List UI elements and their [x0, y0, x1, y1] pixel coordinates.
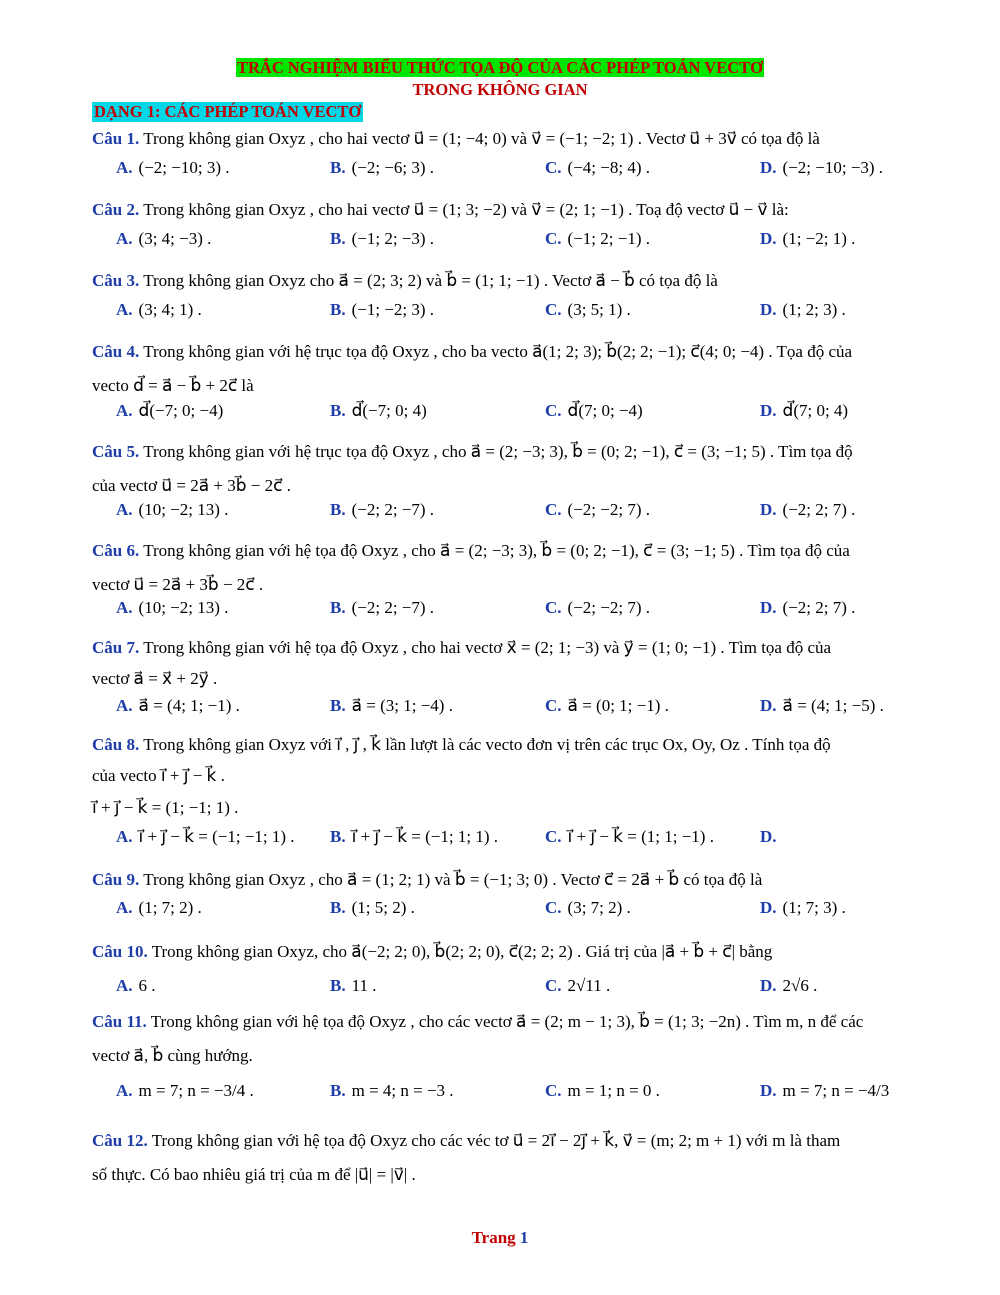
- question-6-cont: vectơ u⃗ = 2a⃗ + 3b⃗ − 2c⃗ .: [92, 575, 264, 594]
- option-a[interactable]: A. (10; −2; 13) .: [116, 598, 229, 617]
- question-5: Câu 5. Trong không gian với hệ trục tọa độ Oxyz , cho a⃗ = (2; −3; 3), b⃗ = (0; 2; −1), c⃗ = (3; −1; 5) . Tìm tọa độ: [92, 442, 853, 461]
- option-a[interactable]: A. (3; 4; −3) .: [116, 229, 212, 248]
- section-heading: DẠNG 1: CÁC PHÉP TOÁN VECTƠ: [94, 102, 362, 121]
- question-7-options: [0, 696, 1000, 726]
- option-d[interactable]: D. (−2; 2; 7) .: [760, 598, 856, 617]
- option-d[interactable]: D.: [760, 827, 777, 846]
- question-11: Câu 11. Trong không gian với hệ tọa độ Oxyz , cho các vectơ a⃗ = (2; m − 1; 3), b⃗ = (1; 3; −2n) . Tìm m, n để các: [92, 1012, 864, 1031]
- question-10: Câu 10. Trong không gian Oxyz, cho a⃗(−2; 2; 0), b⃗(2; 2; 0), c⃗(2; 2; 2) . Giá trị của |a⃗ + b⃗ + c⃗| bằng: [92, 942, 773, 961]
- question-7-cont: vectơ a⃗ = x⃗ + 2y⃗ .: [92, 669, 218, 688]
- option-d[interactable]: D. (−2; 2; 7) .: [760, 500, 856, 519]
- option-c[interactable]: C. (3; 7; 2) .: [545, 898, 631, 917]
- question-4: Câu 4. Trong không gian với hệ trục tọa độ Oxyz , cho ba vecto a⃗(1; 2; 3); b⃗(2; 2; −1); c⃗(4; 0; −4) . Tọa độ của: [92, 342, 853, 361]
- question-4-cont: vecto d⃗ = a⃗ − b⃗ + 2c⃗ là: [92, 376, 254, 395]
- question-1-options: [0, 158, 1000, 188]
- page-footer: Trang 1: [471, 1228, 529, 1247]
- option-c[interactable]: C. d⃗(7; 0; −4): [545, 401, 643, 420]
- question-7: Câu 7. Trong không gian với hệ tọa độ Oxyz , cho hai vectơ x⃗ = (2; 1; −3) và y⃗ = (1; 0; −1) . Tìm tọa độ của: [92, 638, 832, 657]
- question-6: Câu 6. Trong không gian với hệ tọa độ Oxyz , cho a⃗ = (2; −3; 3), b⃗ = (0; 2; −1), c⃗ = (3; −1; 5) . Tìm tọa độ của: [92, 541, 850, 560]
- option-c[interactable]: C. (3; 5; 1) .: [545, 300, 631, 319]
- option-b[interactable]: B. (1; 5; 2) .: [330, 898, 415, 917]
- question-10-options: [0, 976, 1000, 1006]
- option-b[interactable]: B. i⃗ + j⃗ − k⃗ = (−1; 1; 1) .: [330, 827, 499, 846]
- question-8-options: [0, 827, 1000, 857]
- option-b[interactable]: B. (−1; 2; −3) .: [330, 229, 435, 248]
- option-a[interactable]: A. (3; 4; 1) .: [116, 300, 202, 319]
- option-a[interactable]: A. (−2; −10; 3) .: [116, 158, 230, 177]
- option-b[interactable]: B. (−2; −6; 3) .: [330, 158, 435, 177]
- question-6-options: [0, 598, 1000, 628]
- question-9-options: [0, 898, 1000, 928]
- question-2-options: [0, 229, 1000, 259]
- option-a[interactable]: A. d⃗(−7; 0; −4): [116, 401, 224, 420]
- question-8: Câu 8. Trong không gian Oxyz với i⃗ , j⃗ , k⃗ lần lượt là các vecto đơn vị trên các trục Ox, Oy, Oz . Tính tọa độ: [92, 735, 831, 754]
- question-2: Câu 2. Trong không gian Oxyz , cho hai vectơ u⃗ = (1; 3; −2) và v⃗ = (2; 1; −1) . Toạ độ vectơ u⃗ − v⃗ là:: [92, 200, 789, 219]
- option-a[interactable]: A. i⃗ + j⃗ − k⃗ = (−1; −1; 1) .: [116, 827, 295, 846]
- option-b[interactable]: B. (−2; 2; −7) .: [330, 500, 435, 519]
- question-12-cont: số thực. Có bao nhiêu giá trị của m để |u⃗| = |v⃗| .: [92, 1165, 416, 1184]
- option-b[interactable]: B. (−1; −2; 3) .: [330, 300, 435, 319]
- option-c[interactable]: C. 2√11 .: [545, 976, 611, 995]
- question-4-options: [0, 401, 1000, 431]
- question-8-note: i⃗ + j⃗ − k⃗ = (1; −1; 1) .: [92, 798, 239, 817]
- question-5-cont: của vectơ u⃗ = 2a⃗ + 3b⃗ − 2c⃗ .: [92, 476, 291, 495]
- option-c[interactable]: C. a⃗ = (0; 1; −1) .: [545, 696, 669, 715]
- option-a[interactable]: A. (10; −2; 13) .: [116, 500, 229, 519]
- option-a[interactable]: A. (1; 7; 2) .: [116, 898, 202, 917]
- option-d[interactable]: D. a⃗ = (4; 1; −5) .: [760, 696, 884, 715]
- option-b[interactable]: B. (−2; 2; −7) .: [330, 598, 435, 617]
- question-3: Câu 3. Trong không gian Oxyz cho a⃗ = (2; 3; 2) và b⃗ = (1; 1; −1) . Vectơ a⃗ − b⃗ có tọa độ là: [92, 271, 718, 290]
- option-d[interactable]: D. m = 7; n = −4/3: [760, 1081, 890, 1100]
- question-8-cont: của vecto i⃗ + j⃗ − k⃗ .: [92, 766, 225, 785]
- option-b[interactable]: B. d⃗(−7; 0; 4): [330, 401, 427, 420]
- option-b[interactable]: B. a⃗ = (3; 1; −4) .: [330, 696, 453, 715]
- option-d[interactable]: D. 2√6 .: [760, 976, 818, 995]
- option-c[interactable]: C. (−2; −2; 7) .: [545, 598, 650, 617]
- option-d[interactable]: D. d⃗(7; 0; 4): [760, 401, 849, 420]
- option-c[interactable]: C. m = 1; n = 0 .: [545, 1081, 660, 1100]
- option-b[interactable]: B. m = 4; n = −3 .: [330, 1081, 454, 1100]
- option-d[interactable]: D. (1; 7; 3) .: [760, 898, 846, 917]
- question-3-options: [0, 300, 1000, 330]
- question-11-cont: vectơ a⃗, b⃗ cùng hướng.: [92, 1046, 253, 1065]
- option-d[interactable]: D. (−2; −10; −3) .: [760, 158, 884, 177]
- question-1: Câu 1. Trong không gian Oxyz , cho hai vectơ u⃗ = (1; −4; 0) và v⃗ = (−1; −2; 1) . Vectơ u⃗ + 3v⃗ có tọa độ là: [92, 129, 820, 148]
- option-b[interactable]: B. 11 .: [330, 976, 377, 995]
- question-9: Câu 9. Trong không gian Oxyz , cho a⃗ = (1; 2; 1) và b⃗ = (−1; 3; 0) . Vectơ c⃗ = 2a⃗ + b⃗ có tọa độ là: [92, 870, 763, 889]
- option-a[interactable]: A. m = 7; n = −3/4 .: [116, 1081, 254, 1100]
- title-line-2: TRONG KHÔNG GIAN: [412, 80, 588, 99]
- option-c[interactable]: C. (−4; −8; 4) .: [545, 158, 650, 177]
- option-c[interactable]: C. (−2; −2; 7) .: [545, 500, 650, 519]
- option-c[interactable]: C. i⃗ + j⃗ − k⃗ = (1; 1; −1) .: [545, 827, 714, 846]
- question-11-options: [0, 1081, 1000, 1111]
- option-d[interactable]: D. (1; −2; 1) .: [760, 229, 856, 248]
- option-a[interactable]: A. 6 .: [116, 976, 156, 995]
- option-c[interactable]: C. (−1; 2; −1) .: [545, 229, 650, 248]
- title-line-1: TRẮC NGHIỆM BIỂU THỨC TỌA ĐỘ CỦA CÁC PHÉP TOÁN VECTƠ: [237, 58, 763, 77]
- option-a[interactable]: A. a⃗ = (4; 1; −1) .: [116, 696, 240, 715]
- question-5-options: [0, 500, 1000, 530]
- page-number: 1: [519, 1228, 529, 1247]
- option-d[interactable]: D. (1; 2; 3) .: [760, 300, 846, 319]
- question-12: Câu 12. Trong không gian với hệ tọa độ Oxyz cho các véc tơ u⃗ = 2i⃗ − 2j⃗ + k⃗, v⃗ = (m; 2; m + 1) với m là tham: [92, 1131, 841, 1150]
